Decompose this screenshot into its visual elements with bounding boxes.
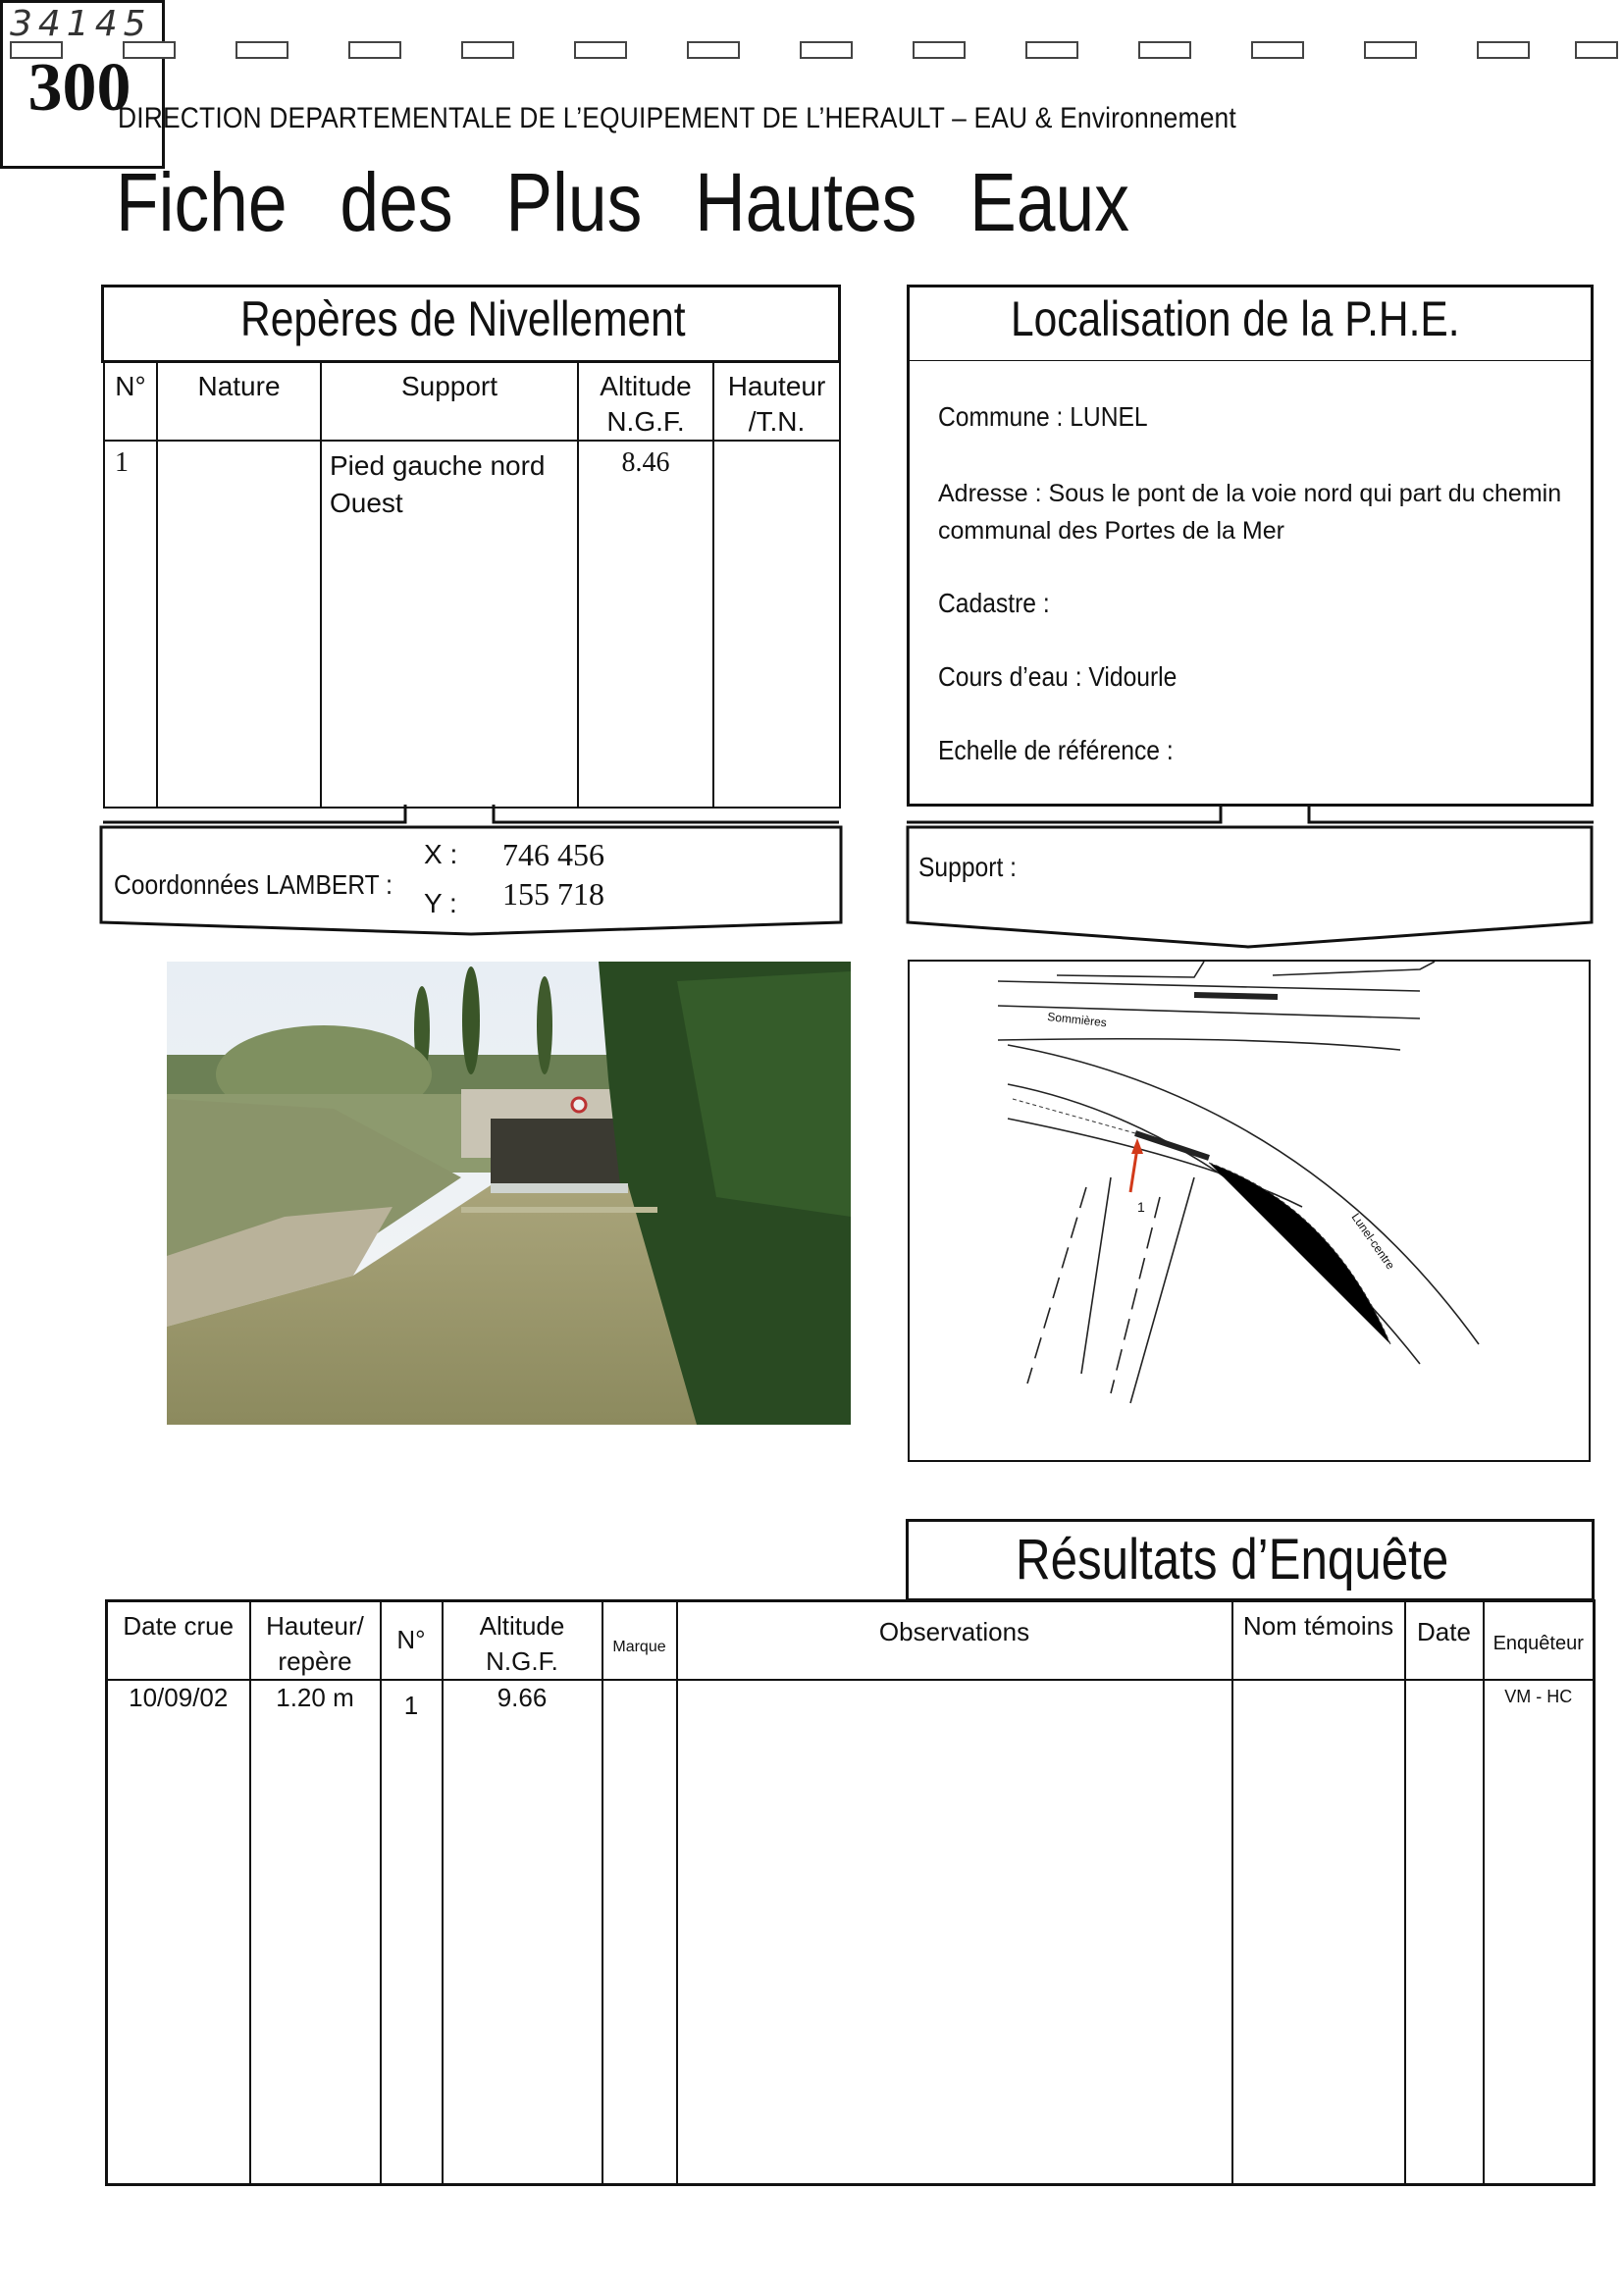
lambert-label: Coordonnées LAMBERT : xyxy=(114,869,393,900)
support-field: Support : xyxy=(918,852,1018,882)
location-sketch xyxy=(908,960,1591,1462)
site-photo xyxy=(167,962,851,1425)
col-header-hauteur: Hauteur /T.N. xyxy=(713,362,840,441)
localisation-title: Localisation de la P.H.E. xyxy=(1011,291,1460,346)
col-header-enqueteur: Enquêteur xyxy=(1484,1601,1595,1681)
reperes-no: 1 xyxy=(104,441,157,808)
commune-field: Commune : LUNEL xyxy=(938,401,1148,432)
resultat-observations xyxy=(677,1680,1232,2184)
lambert-x-label: X : xyxy=(424,839,458,869)
table-row xyxy=(107,1680,1595,2184)
handwritten-reference: 34145 xyxy=(10,4,152,44)
col-header-nature: Nature xyxy=(157,362,321,441)
department-header: DIRECTION DEPARTEMENTALE DE L’EQUIPEMENT DE L’HERAULT – EAU & Environnement xyxy=(118,102,1236,134)
reference-box xyxy=(0,0,165,169)
resultat-hauteur-repere: 1.20 m xyxy=(250,1680,381,2184)
echelle-field: Echelle de référence : xyxy=(938,735,1174,765)
resultat-date xyxy=(1405,1680,1484,2184)
col-header-altitude: Altitude N.G.F. xyxy=(578,362,713,441)
cadastre-field: Cadastre : xyxy=(938,588,1050,618)
sketch-label-lunel: Lunel-centre xyxy=(1348,1210,1398,1273)
resultat-date-crue: 10/09/02 xyxy=(107,1680,250,2184)
lambert-x-value: 746 456 xyxy=(502,837,604,872)
col-header-no: N° xyxy=(381,1601,443,1681)
resultats-title: Résultats d’Enquête xyxy=(1016,1528,1449,1592)
reperes-nature xyxy=(157,441,321,808)
col-header-marque: Marque xyxy=(602,1601,677,1681)
sketch-label-sommieres: Sommières xyxy=(1046,1010,1108,1030)
col-header-observations: Observations xyxy=(677,1601,1232,1681)
resultats-table xyxy=(105,1599,1596,2186)
table-row xyxy=(104,441,840,808)
reperes-table xyxy=(103,361,841,809)
reference-number: 300 xyxy=(27,50,131,126)
support-box xyxy=(905,824,1601,954)
resultat-altitude: 9.66 xyxy=(443,1680,602,2184)
reperes-title: Repères de Nivellement xyxy=(240,291,686,346)
reperes-altitude: 8.46 xyxy=(578,441,713,808)
col-header-support: Support xyxy=(321,362,578,441)
col-header-nom-temoins: Nom témoins xyxy=(1232,1601,1405,1681)
resultat-no: 1 xyxy=(381,1680,443,2184)
resultat-nom-temoins xyxy=(1232,1680,1405,2184)
sketch-marker: 1 xyxy=(1137,1199,1145,1215)
lambert-y-label: Y : xyxy=(424,888,457,918)
lambert-y-value: 155 718 xyxy=(502,876,604,912)
col-header-hauteur-repere: Hauteur/ repère xyxy=(250,1601,381,1681)
col-header-altitude: Altitude N.G.F. xyxy=(443,1601,602,1681)
resultat-enqueteur: VM - HC xyxy=(1484,1680,1595,2184)
page-title: Fiche des Plus Hautes Eaux xyxy=(116,156,1129,248)
col-header-date: Date xyxy=(1405,1601,1484,1681)
cours-eau-field: Cours d’eau : Vidourle xyxy=(938,661,1178,692)
col-header-date-crue: Date crue xyxy=(107,1601,250,1681)
reperes-hauteur xyxy=(713,441,840,808)
reperes-support: Pied gauche nord Ouest xyxy=(321,441,578,808)
adresse-field: Adresse : Sous le pont de la voie nord qui part du chemin communal des Portes de la Mer xyxy=(938,480,1562,545)
resultat-marque xyxy=(602,1680,677,2184)
col-header-no: N° xyxy=(104,362,157,441)
